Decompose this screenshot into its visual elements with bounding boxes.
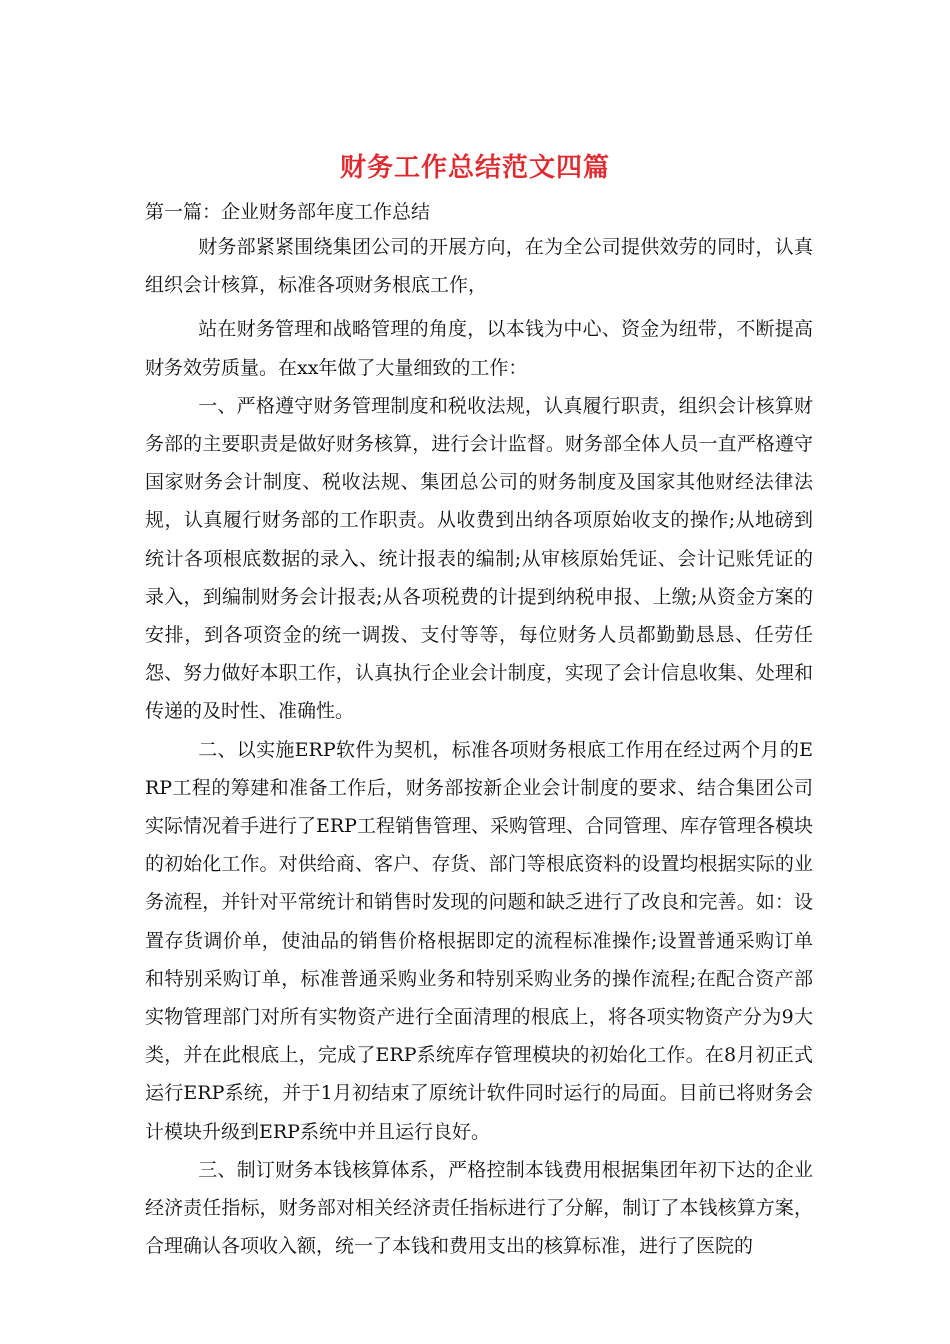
paragraph-3: 一、严格遵守财务管理制度和税收法规，认真履行职责，组织会计核算财务部的主要职责是做好财务核算，进行会计监督。财务部全体人员一直严格遵守国家财务会计制度、税收法规、集团总公司的财务制度及国家其他财经法律法规，认真履行财务部的工作职责。从收费到出纳各项原始收支的操作;从地磅到统计各项根底数据的录入、统计报表的编制;从审核原始凭证、会计记账凭证的录入，到编制财务会计报表;从各项税费的计提到纳税申报、上缴;从资金方案的安排，到各项资金的统一调拨、支付等等，每位财务人员都勤勤恳恳、任劳任怨、努力做好本职工作，认真执行企业会计制度，实现了会计信息收集、处理和传递的及时性、准确性。 bbox=[145, 394, 813, 723]
paragraph-2: 站在财务管理和战略管理的角度，以本钱为中心、资金为纽带，不断提高财务效劳质量。在xx年做了大量细致的工作： bbox=[145, 318, 813, 379]
paragraph-4: 二、以实施ERP软件为契机，标准各项财务根底工作用在经过两个月的ERP工程的筹建和准备工作后，财务部按新企业会计制度的要求、结合集团公司实际情况着手进行了ERP工程销售管理、采购管理、合同管理、库存管理各模块的初始化工作。对供给商、客户、存货、部门等根底资料的设置均根据实际的业务流程，并针对平常统计和销售时发现的问题和缺乏进行了改良和完善。如：设置存货调价单，使油品的销售价格根据即定的流程标准操作;设置普通采购订单和特别采购订单，标准普通采购业务和特别采购业务的操作流程;在配合资产部实物管理部门对所有实物资产进行全面清理的根底上，将各项实物资产分为9大类，并在此根底上，完成了ERP系统库存管理模块的初始化工作。在8月初正式运行ERP系统，并于1月初结束了原统计软件同时运行的局面。目前已将财务会计模块升级到ERP系统中并且运行良好。 bbox=[145, 738, 813, 1143]
paragraph-1: 财务部紧紧围绕集团公司的开展方向，在为全公司提供效劳的同时，认真组织会计核算，标准各项财务根底工作， bbox=[145, 236, 813, 297]
document-title: 财务工作总结范文四篇 bbox=[339, 153, 610, 183]
paragraph-5: 三、制订财务本钱核算体系，严格控制本钱费用根据集团年初下达的企业经济责任指标，财务部对相关经济责任指标进行了分解，制订了本钱核算方案，合理确认各项收入额，统一了本钱和费用支出的核算标准，进行了医院的 bbox=[145, 1158, 813, 1258]
section-heading: 第一篇：企业财务部年度工作总结 bbox=[145, 201, 431, 223]
document-body bbox=[145, 196, 813, 1265]
